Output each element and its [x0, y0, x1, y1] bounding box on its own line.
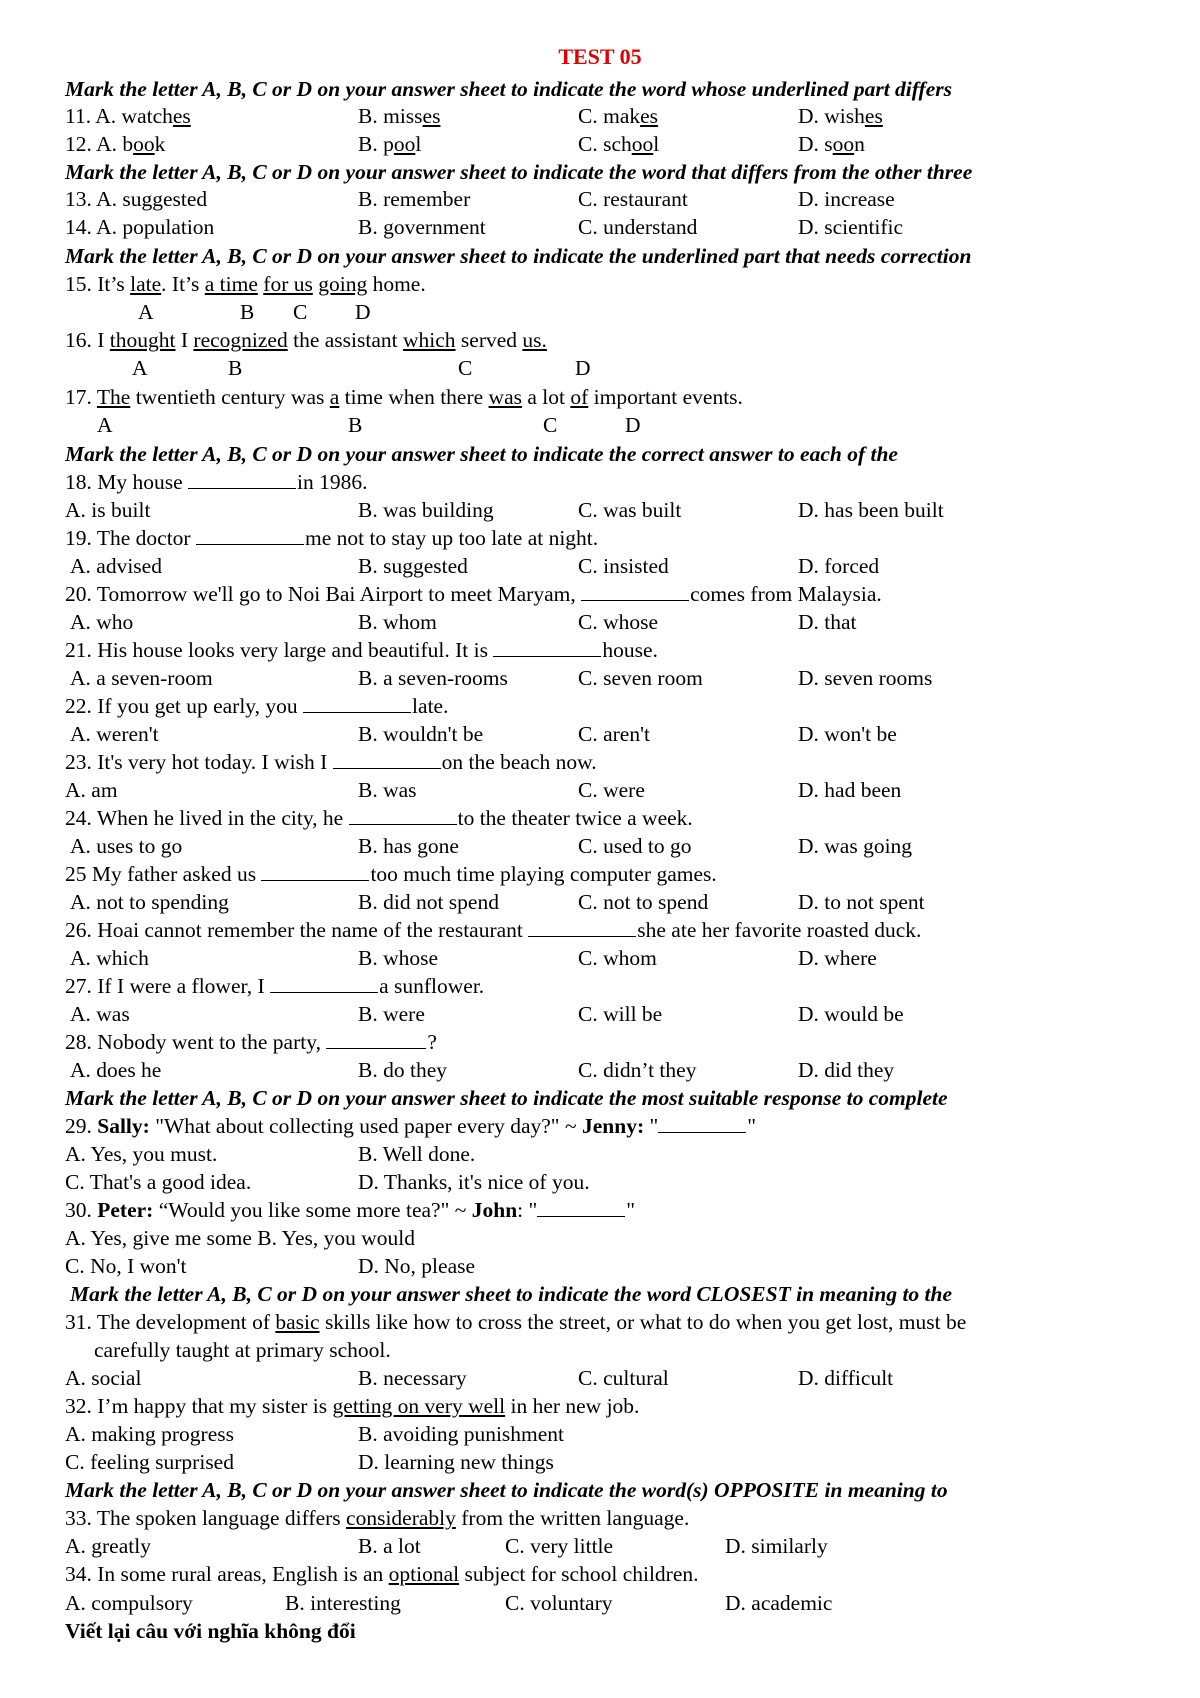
option-c: C. school: [578, 132, 660, 156]
option-a: A. making progress: [65, 1422, 234, 1446]
option-b: B. do they: [358, 1058, 447, 1082]
question-25-stem: 25 My father asked us too much time playing computer games.: [65, 862, 717, 886]
option-d: D. had been: [798, 778, 902, 802]
question-29-stem: 29. Sally: "What about collecting used paper every day?" ~ Jenny: " ": [65, 1114, 757, 1138]
test-title: TEST 05: [558, 44, 642, 69]
option-b: B. suggested: [358, 554, 468, 578]
answer-blank: [261, 862, 369, 881]
option-b: B. did not spend: [358, 890, 499, 914]
question-30-stem: 30. Peter: “Would you like some more tea?" ~ John: " ": [65, 1198, 636, 1222]
option-b: B. necessary: [358, 1366, 467, 1390]
question-23-stem: 23. It's very hot today. I wish I on the beach now.: [65, 750, 597, 774]
option-a: A. not to spending: [70, 890, 229, 914]
option-b: B. wouldn't be: [358, 722, 484, 746]
question-28-stem: 28. Nobody went to the party, ?: [65, 1030, 437, 1054]
option-b: B. government: [358, 215, 486, 239]
option-d: D. soon: [798, 132, 865, 156]
option-b: B. a seven-rooms: [358, 666, 508, 690]
section-instruction: Mark the letter A, B, C or D on your answer sheet to indicate the underlined part that needs correction: [65, 244, 972, 268]
option-a: A. was: [70, 1002, 130, 1026]
option-c: C. restaurant: [578, 187, 688, 211]
section-instruction: Mark the letter A, B, C or D on your answer sheet to indicate the word that differs from the other three: [65, 160, 973, 184]
answer-blank: [658, 1114, 746, 1133]
letter-a: A: [97, 413, 113, 437]
option-a: 14. A. population: [65, 215, 215, 239]
answer-blank: [326, 1030, 426, 1049]
question-20-stem: 20. Tomorrow we'll go to Noi Bai Airport to meet Maryam, comes from Malaysia.: [65, 582, 882, 606]
option-c: C. No, I won't: [65, 1254, 187, 1278]
option-a: 13. A. suggested: [65, 187, 208, 211]
letter-d: D: [575, 356, 591, 380]
option-d: D. was going: [798, 834, 913, 858]
option-a: A. is built: [65, 498, 151, 522]
answer-blank: [349, 806, 457, 825]
option-d: D. has been built: [798, 498, 944, 522]
question-33-stem: 33. The spoken language differs considerably from the written language.: [65, 1506, 690, 1530]
letter-c: C: [458, 356, 473, 380]
option-a: A. does he: [70, 1058, 162, 1082]
answer-blank: [303, 694, 411, 713]
section-heading-rewrite: Viết lại câu với nghĩa không đổi: [65, 1619, 356, 1643]
option-d: D. Thanks, it's nice of you.: [358, 1170, 590, 1194]
option-b: B. whose: [358, 946, 439, 970]
option-c: C. very little: [505, 1534, 614, 1558]
letter-a: A: [132, 356, 148, 380]
option-a: A. compulsory: [65, 1591, 193, 1615]
option-b: B. avoiding punishment: [358, 1422, 565, 1446]
letter-b: B: [348, 413, 363, 437]
option-d: D. increase: [798, 187, 895, 211]
option-c: C. feeling surprised: [65, 1450, 234, 1474]
letter-b: B: [240, 300, 255, 324]
option-c: C. didn’t they: [578, 1058, 697, 1082]
question-21-stem: 21. His house looks very large and beautiful. It is house.: [65, 638, 658, 662]
question-31-stem: 31. The development of basic skills like how to cross the street, or what to do when you get lost, must be: [65, 1310, 967, 1334]
section-instruction: Mark the letter A, B, C or D on your answer sheet to indicate the word whose underlined part differs: [65, 77, 952, 101]
answer-blank: [270, 974, 378, 993]
option-a: A. greatly: [65, 1534, 151, 1558]
question-19-stem: 19. The doctor me not to stay up too late at night.: [65, 526, 599, 550]
option-d: D. forced: [798, 554, 880, 578]
option-a: A. a seven-room: [70, 666, 213, 690]
option-b: B. whom: [358, 610, 437, 634]
letter-c: C: [543, 413, 558, 437]
answer-blank: [493, 638, 601, 657]
option-d: D. to not spent: [798, 890, 925, 914]
option-c: C. seven room: [578, 666, 703, 690]
option-d: D. won't be: [798, 722, 897, 746]
letter-b: B: [228, 356, 243, 380]
option-d: D. No, please: [358, 1254, 476, 1278]
section-instruction: Mark the letter A, B, C or D on your answer sheet to indicate the word(s) OPPOSITE in meaning to: [65, 1478, 948, 1502]
question-16: 16. I thought I recognized the assistant which served us.: [65, 328, 547, 352]
option-c: C. That's a good idea.: [65, 1170, 252, 1194]
option-a: A. social: [65, 1366, 142, 1390]
answer-blank: [196, 526, 304, 545]
option-b: B. a lot: [358, 1534, 421, 1558]
option-c: C. used to go: [578, 834, 692, 858]
option-c: C. whose: [578, 610, 659, 634]
option-b: B. remember: [358, 187, 471, 211]
option-b: B. pool: [358, 132, 422, 156]
letter-a: A: [138, 300, 154, 324]
option-c: C. understand: [578, 215, 698, 239]
option-c: C. will be: [578, 1002, 663, 1026]
option-d: D. learning new things: [358, 1450, 554, 1474]
section-instruction: Mark the letter A, B, C or D on your answer sheet to indicate the word CLOSEST in meaning to the: [70, 1282, 953, 1306]
option-a: A. who: [70, 610, 134, 634]
question-18-stem: 18. My house in 1986.: [65, 470, 368, 494]
option-a: 11. A. watches: [65, 104, 191, 128]
option-d: D. difficult: [798, 1366, 894, 1390]
option-c: C. voluntary: [505, 1591, 613, 1615]
option-d: D. seven rooms: [798, 666, 933, 690]
option-b: B. was building: [358, 498, 494, 522]
answer-blank: [333, 750, 441, 769]
option-b: B. has gone: [358, 834, 459, 858]
letter-c: C: [293, 300, 308, 324]
option-c: C. whom: [578, 946, 657, 970]
option-c: C. aren't: [578, 722, 650, 746]
option-d: D. did they: [798, 1058, 895, 1082]
option-a-b: A. Yes, give me some B. Yes, you would: [65, 1226, 416, 1250]
option-a: A. uses to go: [70, 834, 183, 858]
answer-blank: [537, 1198, 625, 1217]
answer-blank: [528, 918, 636, 937]
question-34-stem: 34. In some rural areas, English is an optional subject for school children.: [65, 1562, 699, 1586]
option-b: B. were: [358, 1002, 425, 1026]
question-26-stem: 26. Hoai cannot remember the name of the restaurant she ate her favorite roasted duck.: [65, 918, 922, 942]
question-17: 17. The twentieth century was a time when there was a lot of important events.: [65, 385, 743, 409]
question-27-stem: 27. If I were a flower, I a sunflower.: [65, 974, 485, 998]
question-24-stem: 24. When he lived in the city, he to the theater twice a week.: [65, 806, 693, 830]
option-a: A. am: [65, 778, 118, 802]
option-d: D. that: [798, 610, 857, 634]
option-c: C. makes: [578, 104, 659, 128]
option-d: D. wishes: [798, 104, 883, 128]
option-c: C. insisted: [578, 554, 669, 578]
option-b: B. Well done.: [358, 1142, 476, 1166]
option-d: D. academic: [725, 1591, 833, 1615]
option-a: A. weren't: [70, 722, 159, 746]
answer-blank: [581, 582, 689, 601]
option-d: D. would be: [798, 1002, 904, 1026]
option-d: D. similarly: [725, 1534, 828, 1558]
option-c: C. not to spend: [578, 890, 709, 914]
section-instruction: Mark the letter A, B, C or D on your answer sheet to indicate the correct answer to each of the: [65, 442, 898, 466]
option-c: C. was built: [578, 498, 682, 522]
option-a: A. advised: [70, 554, 162, 578]
option-b: B. misses: [358, 104, 441, 128]
question-15: 15. It’s late. It’s a time for us going home.: [65, 272, 426, 296]
option-a: A. which: [70, 946, 149, 970]
letter-d: D: [625, 413, 641, 437]
option-a: 12. A. book: [65, 132, 166, 156]
answer-blank: [188, 470, 296, 489]
option-c: C. cultural: [578, 1366, 669, 1390]
question-22-stem: 22. If you get up early, you late.: [65, 694, 449, 718]
option-b: B. interesting: [285, 1591, 401, 1615]
option-d: D. scientific: [798, 215, 904, 239]
option-b: B. was: [358, 778, 417, 802]
option-d: D. where: [798, 946, 877, 970]
option-c: C. were: [578, 778, 645, 802]
section-instruction: Mark the letter A, B, C or D on your answer sheet to indicate the most suitable response to complete: [65, 1086, 948, 1110]
question-32-stem: 32. I’m happy that my sister is getting on very well in her new job.: [65, 1394, 640, 1418]
option-a: A. Yes, you must.: [65, 1142, 218, 1166]
letter-d: D: [355, 300, 371, 324]
question-31-stem-cont: carefully taught at primary school.: [94, 1338, 391, 1362]
